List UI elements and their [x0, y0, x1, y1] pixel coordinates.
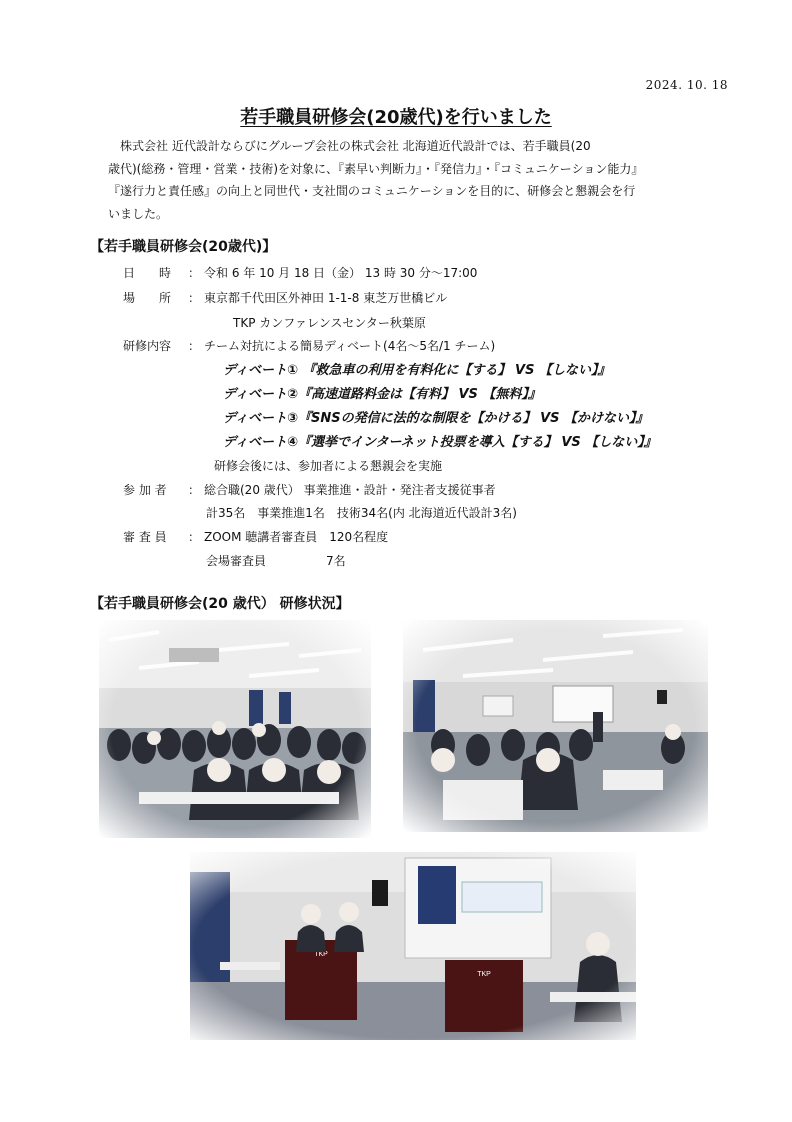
intro-line: 株式会社 近代設計ならびにグループ会社の株式会社 北海道近代設計では、若手職員(20: [108, 139, 591, 153]
detail-label-participants: 参 加 者: [123, 483, 167, 497]
detail-value-place: 東京都千代田区外神田 1-1-8 東芝万世橋ビル: [204, 291, 448, 305]
detail-value-after-party: 研修会後には、参加者による懇親会を実施: [214, 459, 443, 473]
intro-line: 歳代)(総務・管理・営業・技術)を対象に、『素早い判断力』・『発信力』・『コミュニケーション能力』: [108, 161, 644, 176]
debate-topic-4: ディベート④『選挙でインターネット投票を導入【する】 VS 【しない】』: [223, 435, 657, 450]
photo-seminar-room-screen: [403, 620, 708, 832]
detail-label-place: 場 所: [123, 291, 172, 305]
section-heading-overview: 【若手職員研修会(20歳代)】: [90, 239, 277, 255]
detail-label-date: 日 時: [123, 266, 172, 280]
debate-topic-2: ディベート②『高速道路料金は【有料】 VS 【無料】』: [223, 387, 541, 402]
detail-colon: ：: [188, 483, 201, 497]
detail-value-judges-venue: 会場審査員 7名: [206, 554, 346, 568]
intro-paragraph: [108, 135, 698, 225]
document-title: [0, 103, 792, 129]
detail-value-participants-count: 計35名 事業推進1名 技術34名(内 北海道近代設計3名): [206, 506, 517, 520]
intro-line: いました。: [108, 206, 169, 221]
document-title-text: 若手職員研修会(20歳代)を行いました: [240, 107, 552, 128]
section-heading-photos: 【若手職員研修会(20 歳代） 研修状況】: [90, 596, 350, 612]
detail-value-participants: 総合職(20 歳代） 事業推進・設計・発注者支援従事者: [204, 483, 496, 497]
document-date: 2024. 10. 18: [645, 78, 728, 92]
debate-topic-1: ディベート① 『救急車の利用を有料化に【する】 VS 【しない】』: [223, 363, 611, 378]
detail-value-date: 令和 6 年 10 月 18 日（金） 13 時 30 分～17:00: [204, 266, 478, 280]
detail-colon: ：: [188, 291, 201, 305]
detail-value-judges-zoom: ZOOM 聴講者審査員 120名程度: [204, 530, 389, 544]
detail-colon: ：: [188, 266, 201, 280]
debate-topic-3: ディベート③『SNSの発信に法的な制限を【かける】 VS 【かけない】』: [223, 411, 649, 426]
detail-label-judges: 審 査 員: [123, 530, 167, 544]
intro-line: 『遂行力と責任感』の向上と同世代・支社間のコミュニケーションを目的に、研修会と懇親会を行: [108, 184, 636, 198]
detail-colon: ：: [188, 339, 201, 353]
detail-value-content: チーム対抗による簡易ディベート(4名～5名/1 チーム): [204, 339, 496, 353]
detail-value-place-venue: TKP カンファレンスセンター秋葉原: [233, 316, 426, 330]
photo-debate-presentation: [190, 852, 636, 1040]
detail-colon: ：: [188, 530, 201, 544]
detail-label-content: 研修内容: [123, 339, 172, 353]
photo-seminar-room-wide: [99, 620, 371, 838]
